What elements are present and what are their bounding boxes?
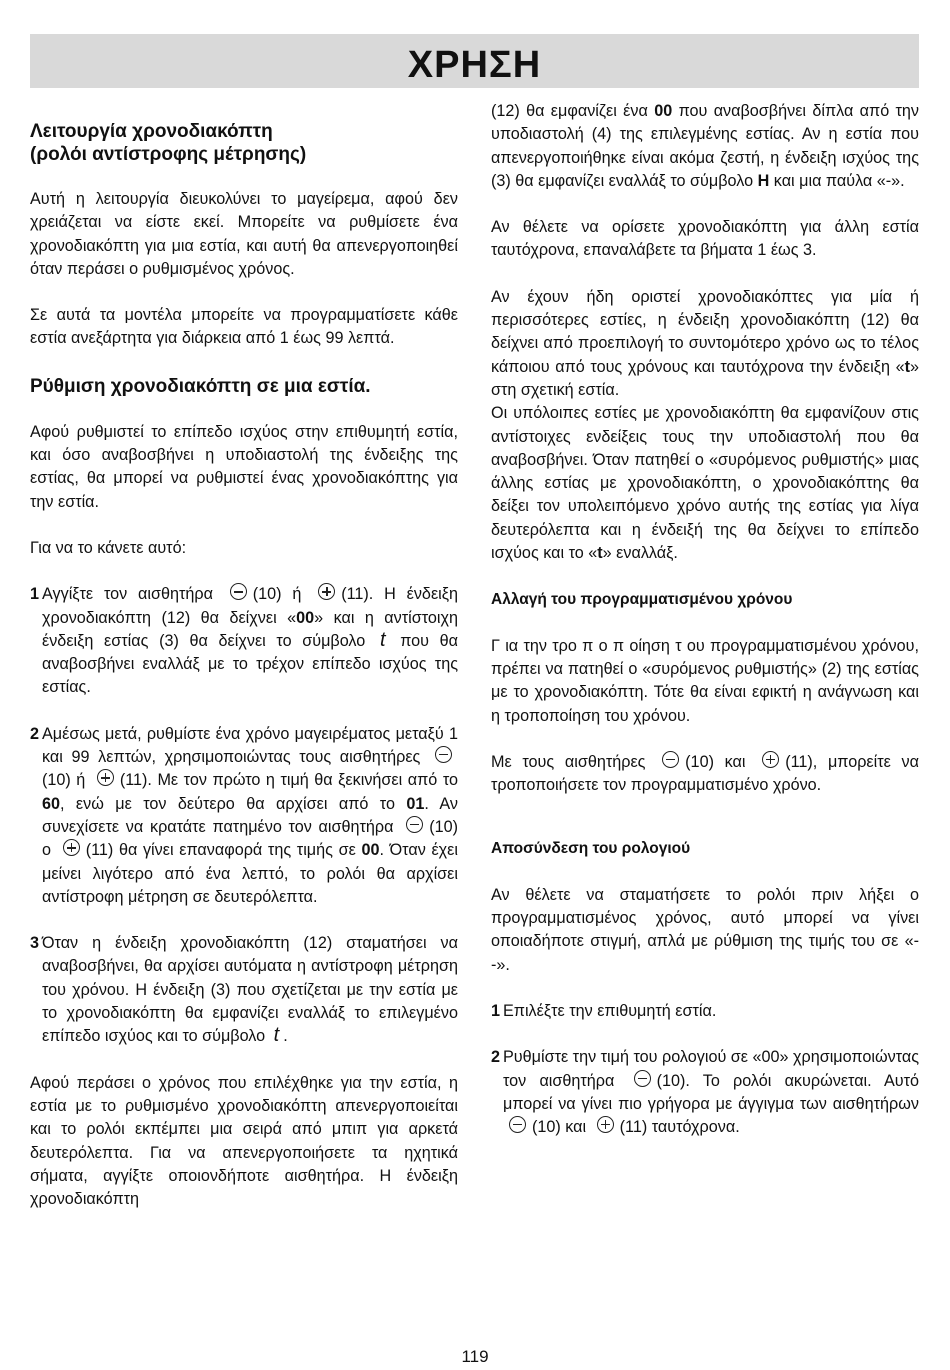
step-number: 3 [30, 934, 40, 953]
minus-circle-icon [435, 746, 452, 763]
page-number: 119 [461, 1347, 489, 1366]
text: . Αν συνεχίσετε να κρατάτε πατημένο τον αισθητήρα [42, 794, 459, 836]
paragraph-after-power: Αφού ρυθμιστεί το επίπεδο ισχύος στην επιθυμητή εστία, και όσο αναβοσβήνει η υποδιαστολή της ένδειξης της εστίας, θα μπορεί να ρυθμιστεί ένας χρονοδιακόπτης για την εστία. [30, 422, 458, 511]
right-column [491, 100, 919, 1139]
step-2-set-00 [491, 1046, 919, 1139]
text: » εναλλάξ. [602, 544, 678, 563]
text: (10). Το ρολόι ακυρώνεται. Αυτό μπορεί να γίνει πιο γρήγορα με άγγιγμα των αισθητήρων [503, 1071, 919, 1113]
text: Αγγίξτε τον αισθητήρα [42, 585, 213, 604]
text: που θα αναβοσβήνει εναλλάξ με το τρέχον επίπεδο ισχύος της εστίας. [42, 631, 459, 697]
minus-circle-icon [662, 751, 679, 768]
bold-value: 60 [42, 794, 61, 813]
timer-symbol-icon: t [379, 628, 386, 651]
minus-circle-icon [230, 583, 247, 600]
text: (11) ταυτόχρονα. [619, 1118, 740, 1137]
text: (10) και [685, 752, 746, 771]
bold-value: 00 [654, 102, 673, 120]
paragraph-intro: Αυτή η λειτουργία διευκολύνει το μαγείρεμα, αφού δεν χρειάζεται να είστε εκεί. Μπορείτε να ρυθμίσετε ένα χρονοδιακόπτη για μια εστία, και αυτή θα απενεργοποιηθεί όταν περάσει ο ρυθμισμένος χρόνος. [30, 190, 458, 278]
bold-value: 00 [361, 841, 380, 860]
paragraph-multiple-timers [491, 286, 919, 402]
plus-circle-icon [63, 839, 80, 856]
text: Με τους αισθητήρες [491, 752, 646, 771]
step-text: Επιλέξτε την επιθυμητή εστία. [503, 1001, 717, 1020]
plus-circle-icon [762, 751, 779, 768]
left-column [30, 100, 458, 1211]
text: , ενώ με τον δεύτερο θα αρχίσει από το [60, 794, 395, 813]
step-number: 2 [30, 724, 40, 743]
heading-line-1: Λειτουργία χρονοδιακόπτη [30, 121, 273, 142]
plus-circle-icon [97, 769, 114, 786]
paragraph-sensors [491, 751, 919, 798]
section-heading-timer [30, 120, 458, 166]
timer-symbol-icon: t [597, 544, 603, 563]
title-bar [30, 34, 919, 88]
minus-circle-icon [509, 1116, 526, 1133]
text: (10) ο [42, 817, 458, 860]
text: Ρυθμίστε την τιμή του ρολογιού σε «00» χρησιμοποιώντας τον αισθητήρα [503, 1048, 919, 1090]
text: » στη σχετική εστία. [491, 357, 919, 399]
step-text [42, 723, 458, 909]
step-text [42, 932, 458, 1048]
paragraph-models: Σε αυτά τα μοντέλα μπορείτε να προγραμματίσετε κάθε εστία ανεξάρτητα για διάρκεια από 1 έως 99 λεπτά. [30, 306, 458, 348]
paragraph-modify-time: Γ ια την τρο π ο π οίηση τ ου προγραμματισμένου χρόνου, πρέπει να πατηθεί ο «συρόμενος ρυθμιστής» (2) της εστίας με το χρονοδιακόπτη. Τότε θα είναι εφικτή η ανάγνωση και η τροποποίηση του χρόνου. [491, 636, 919, 725]
text: Όταν η ένδειξη χρονοδιακόπτη (12) σταματήσει να αναβοσβήνει, θα αρχίσει αυτόματα η αντίστροφη μέτρηση του χρόνου. Η ένδειξη (3) που σχετίζεται με την εστία με το χρονοδιακόπτη θα εμφανίζει εναλλάξ το επιλεγμένο επίπεδο ισχύος και το σύμβολο [42, 934, 458, 1046]
text: (10) ή [42, 771, 86, 790]
text: (10) ή [252, 585, 302, 604]
text: (12) θα εμφανίζει ένα [491, 102, 648, 120]
section-heading-set-timer: Ρύθμιση χρονοδιακόπτη σε μια εστία. [30, 375, 371, 397]
bold-value: 01 [406, 794, 425, 813]
timer-symbol-icon: t [273, 1024, 280, 1047]
text: και μια παύλα «-». [773, 171, 905, 190]
bold-value: 00 [296, 608, 315, 627]
step-text [42, 583, 458, 699]
section-heading-disconnect: Αποσύνδεση του ρολογιού [491, 840, 691, 858]
text: Αμέσως μετά, ρυθμίστε ένα χρόνο μαγειρέματος μεταξύ 1 και 99 λεπτών, χρησιμοποιώντας τους αισθητήρες [42, 724, 458, 767]
paragraph-other-zones [491, 402, 919, 565]
step-1-select-zone [491, 1000, 919, 1023]
text: (11). Με τον πρώτο η τιμή θα ξεκινήσει από το [119, 771, 458, 790]
text: » και η αντίστοιχη ένδειξη εστίας (3) θα δείχνει το σύμβολο [42, 608, 458, 650]
timer-symbol-icon: t [904, 357, 910, 376]
step-number: 1 [491, 1001, 501, 1020]
section-heading-change-time: Αλλαγή του προγραμματισμένου χρόνου [491, 591, 793, 609]
paragraph-time-elapsed: Αφού περάσει ο χρόνος που επιλέχθηκε για την εστία, η εστία με το ρυθμισμένο χρονοδιακόπτη απενεργοποιείται και το ρολόι εκπέμπει μια σειρά από μπιπ για αρκετά δευτερόλεπτα. Για να απενεργοποιήσετε τα ηχητικά σήματα, αγγίξτε οποιονδήποτε αισθητήρα. Η ένδειξη χρονοδιακόπτη [30, 1073, 458, 1209]
text: . [283, 1027, 288, 1046]
step-text [503, 1046, 919, 1139]
minus-circle-icon [634, 1070, 651, 1087]
paragraph-stop-clock: Αν θέλετε να σταματήσετε το ρολόι πριν λήξει ο προγραμματισμένος χρόνος, αυτό μπορεί να γίνει οποιαδήποτε στιγμή, απλά με ρύθμιση της τιμής του σε «--». [491, 885, 919, 974]
heading-line-2: (ρολόι αντίστροφης μέτρησης) [30, 144, 307, 165]
text: (11). Η ένδειξη χρονοδιακόπτη (12) θα δείχνει « [42, 585, 459, 627]
step-3 [30, 932, 458, 1048]
step-number: 1 [30, 585, 40, 604]
step-number: 2 [491, 1048, 501, 1067]
minus-circle-icon [406, 816, 423, 833]
paragraph-how-to: Για να το κάνετε αυτό: [30, 538, 187, 557]
page-title: ΧΡΗΣΗ [407, 44, 542, 86]
paragraph-display-continued [491, 100, 919, 193]
text: (11), μπορείτε να τροποποιήσετε τον προγραμματισμένο χρόνο. [491, 752, 919, 795]
bold-value: H [757, 171, 770, 190]
text: Οι υπόλοιπες εστίες με χρονοδιακόπτη θα εμφανίζουν στις αντίστοιχες ενδείξεις τους την υποδιαστολή που θα αναβοσβήνει. Όταν πατηθεί ο «συρόμενος ρυθμιστής» μιας άλλης εστίας με χρονοδιακόπτη, ο χρονοδιακόπτης θα δείξει τον υπολειπόμενο χρόνο αυτής της εστίας για λίγα δευτερόλεπτα και η ένδειξή της θα δείχνει το επίπεδο ισχύος και το « [491, 404, 919, 563]
step-2 [30, 723, 458, 909]
text: (10) και [532, 1118, 587, 1137]
plus-circle-icon [318, 583, 335, 600]
text: . Όταν έχει μείνει λιγότερο από ένα λεπτό, το ρολόι θα αρχίσει αντίστροφη μέτρηση σε δευτερόλεπτα. [42, 841, 458, 906]
text: που αναβοσβήνει δίπλα από την υποδιαστολή (4) της επιλεγμένης εστίας. Αν η εστία που απενεργοποιήθηκε είναι ακόμα ζεστή, η ένδειξη ισχύος της (3) θα εμφανίζει εναλλάξ το σύμβολο [491, 102, 920, 190]
text: Αν έχουν ήδη οριστεί χρονοδιακόπτες για μία ή περισσότερες εστίες, η ένδειξη χρονοδιακόπτη (12) θα δείχνει από προεπιλογή το συντομότερο χρόνο ως το τέλος κάποιου από τους χρόνους και ταυτόχρονα την ένδειξη « [491, 287, 919, 376]
step-1 [30, 583, 458, 699]
text: (11) θα γίνει επαναφορά της τιμής σε [85, 841, 356, 860]
plus-circle-icon [597, 1116, 614, 1133]
paragraph-another-zone: Αν θέλετε να ορίσετε χρονοδιακόπτη για άλλη εστία ταυτόχρονα, επαναλάβετε τα βήματα 1 έως 3. [491, 218, 919, 260]
